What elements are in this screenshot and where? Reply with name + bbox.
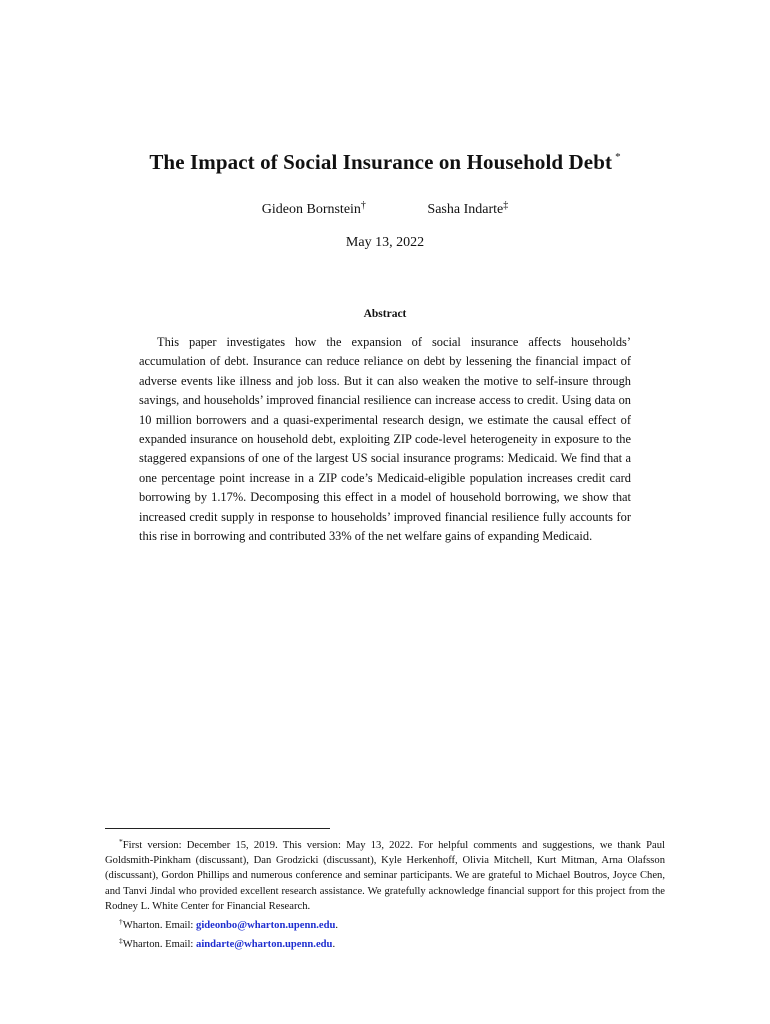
footnote-first [105,834,665,914]
footnote-mark: † [119,917,123,927]
author-list [0,200,770,218]
author-footnote-mark[interactable]: ‡ [503,200,509,211]
footnote-prefix: Wharton. Email: [122,939,197,951]
abstract-heading: Abstract [363,308,407,320]
title-text: The Impact of Social Insurance on Household Debt [149,150,613,174]
footnote-text: First version: December 15, 2019. This version: May 13, 2022. For helpful comments and suggestions, we thank Paul Goldsmith-Pinkham (discussant), Dan Grodzicki (discussant), Kyle Herkenhoff, Olivia Mitchell, Kurt Mitman, Arna Olafsson (discussant), Gordon Phillips and numerous conference and seminar participants. We are grateful to Michael Boutros, Joyce Chen, and Tanvi Jindal who provided excellent research assistance. We gratefully acknowledge financial support for this project from the Rodney L. White Center for Financial Research. [105,840,665,912]
footnotes [105,834,665,952]
email-link[interactable]: gideonbo@wharton.upenn.edu [196,920,336,932]
author-footnote-mark[interactable]: † [360,200,366,211]
paper-title [0,150,770,175]
author-1 [262,200,366,218]
author-2 [427,200,508,218]
email-link[interactable]: aindarte@wharton.upenn.edu [196,939,333,951]
author-name: Gideon Bornstein [261,202,361,217]
author-name: Sasha Indarte [427,202,504,217]
footnote-author-2 [105,933,665,952]
footnote-suffix: . [332,939,336,951]
abstract-text: This paper investigates how the expansion of social insurance affects households’ accumulation of debt. Insurance can reduce reliance on debt by lessening the financial impact of adverse events like illness and job loss. But it can also weaken the motive to self-insure through savings, and households’ improved financial resilience can increase access to credit. Using data on 10 million borrowers and a quasi-experimental research design, we estimate the causal effect of expanded insurance on household debt, exploiting ZIP code-level heterogeneity in exposure to the staggered expansions of one of the largest US social insurance programs: Medicaid. We find that a one percentage point increase in a ZIP code’s Medicaid-eligible population increases credit card borrowing by 1.17%. Decomposing this effect in a model of household borrowing, we show that increased credit supply in response to households’ improved financial resilience fully accounts for this rise in borrowing and contributed 33% of the net welfare gains of expanding Medicaid. [139,335,631,544]
footnote-rule [105,828,330,829]
paper-date: May 13, 2022 [345,235,425,250]
footnote-prefix: Wharton. Email: [122,920,197,932]
footnote-author-1 [105,914,665,933]
footnote-mark: * [119,837,123,846]
title-footnote-mark[interactable]: * [615,151,621,163]
footnote-mark: ‡ [119,936,123,946]
footnote-suffix: . [335,920,339,932]
